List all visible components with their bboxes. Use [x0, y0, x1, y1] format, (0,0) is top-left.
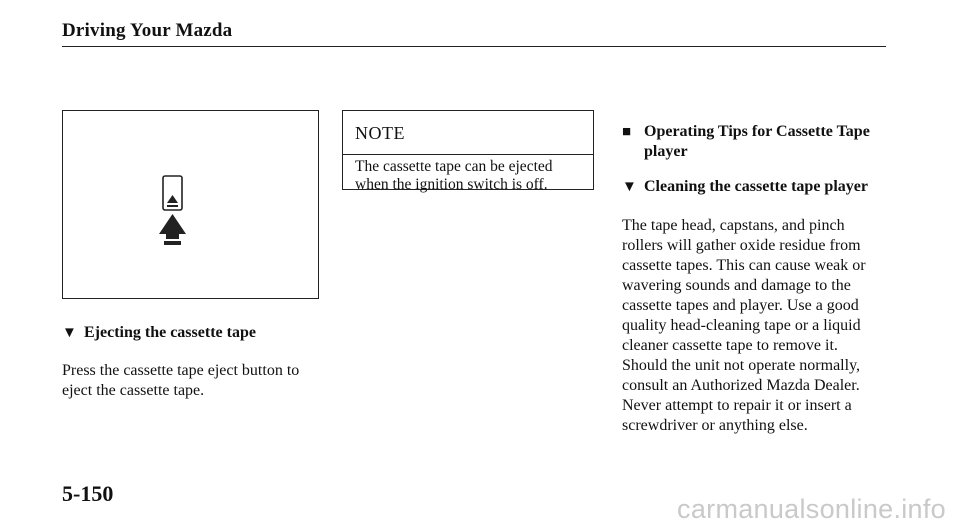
eject-icon	[63, 111, 318, 298]
operating-tips-heading-line: Operating Tips for Cassette Tape	[644, 123, 870, 140]
paragraph-line: cassette tapes. This can cause weak or	[622, 257, 866, 274]
eject-button-figure	[62, 110, 319, 299]
cleaning-heading	[622, 177, 868, 197]
ejecting-heading-text: Ejecting the cassette tape	[84, 324, 256, 341]
note-box	[342, 110, 594, 193]
paragraph-line: cassette tapes and player. Use a good	[622, 297, 859, 314]
triangle-marker-icon: ▼	[622, 179, 637, 195]
cleaning-paragraph	[622, 216, 866, 436]
paragraph-line: Never attempt to repair it or insert a	[622, 397, 852, 414]
ejecting-heading	[62, 323, 256, 343]
paragraph-line: Press the cassette tape eject button to	[62, 362, 300, 379]
note-line: when the ignition switch is off.	[355, 176, 548, 193]
paragraph-line: consult an Authorized Mazda Dealer.	[622, 377, 860, 394]
header-divider	[62, 46, 886, 47]
paragraph-line: eject the cassette tape.	[62, 382, 205, 399]
note-divider	[343, 154, 593, 155]
watermark: carmanualsonline.info	[677, 494, 946, 524]
paragraph-line: Should the unit not operate normally,	[622, 357, 861, 374]
paragraph-line: wavering sounds and damage to the	[622, 277, 851, 294]
paragraph-line: rollers will gather oxide residue from	[622, 237, 861, 254]
paragraph-line: The tape head, capstans, and pinch	[622, 217, 845, 234]
square-marker-icon: ■	[622, 124, 632, 140]
note-text	[355, 158, 553, 194]
operating-tips-heading-line: player	[644, 143, 688, 160]
page-header-title: Driving Your Mazda	[62, 20, 233, 41]
cleaning-heading-text: Cleaning the cassette tape player	[644, 178, 868, 195]
ejecting-paragraph	[62, 361, 299, 401]
paragraph-line: screwdriver or anything else.	[622, 417, 808, 434]
operating-tips-heading	[622, 122, 870, 161]
paragraph-line: quality head-cleaning tape or a liquid	[622, 317, 861, 334]
paragraph-line: cleaner cassette tape to remove it.	[622, 337, 838, 354]
page-number: 5-150	[62, 481, 114, 506]
note-line: The cassette tape can be ejected	[355, 158, 553, 175]
triangle-marker-icon: ▼	[62, 325, 77, 341]
note-title: NOTE	[355, 123, 405, 143]
